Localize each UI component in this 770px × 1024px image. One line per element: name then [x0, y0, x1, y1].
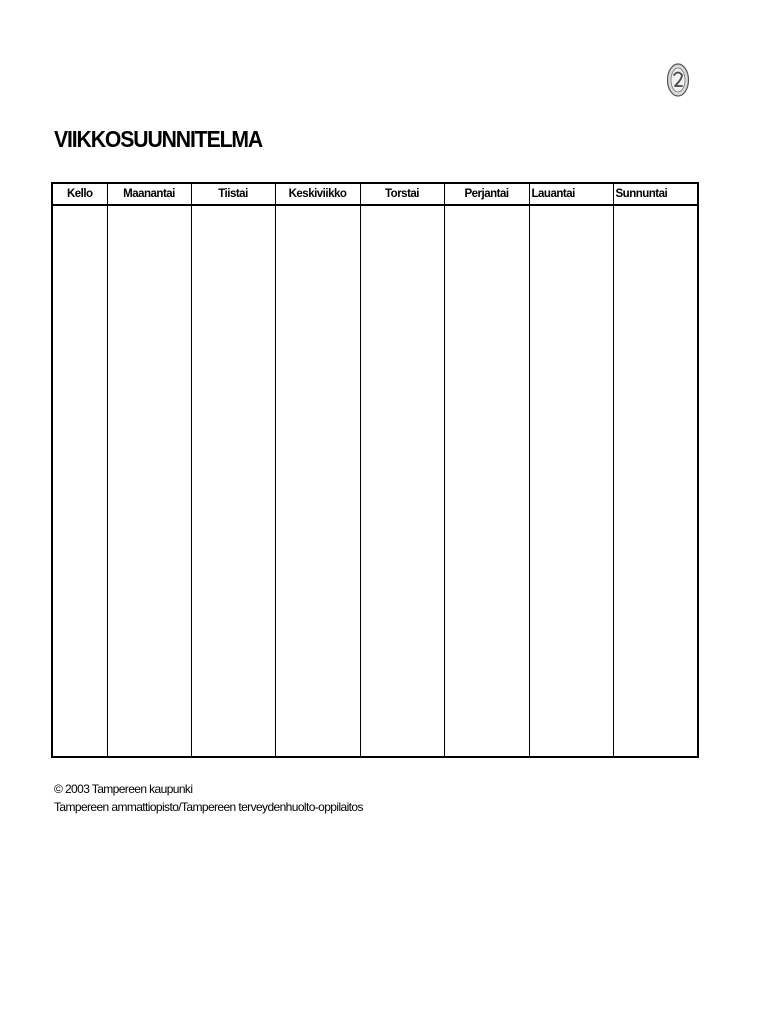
copyright-text: © 2003 Tampereen kaupunki — [54, 782, 193, 796]
table-row — [52, 205, 698, 757]
header-sunnuntai: Sunnuntai — [613, 183, 698, 205]
footer — [54, 780, 363, 816]
cell-kello — [52, 205, 107, 757]
header-maanantai: Maanantai — [107, 183, 191, 205]
cell-tiistai — [191, 205, 275, 757]
header-kello: Kello — [52, 183, 107, 205]
cell-sunnuntai — [613, 205, 698, 757]
cell-torstai — [360, 205, 444, 757]
header-lauantai: Lauantai — [529, 183, 613, 205]
table-header-row — [52, 183, 698, 205]
weekly-plan-table — [51, 182, 699, 758]
header-perjantai: Perjantai — [444, 183, 529, 205]
numbered-emblem-icon — [666, 62, 690, 98]
institution-text: Tampereen ammattiopisto/Tampereen terveydenhuolto-oppilaitos — [54, 800, 363, 814]
cell-lauantai — [529, 205, 613, 757]
cell-maanantai — [107, 205, 191, 757]
header-tiistai: Tiistai — [191, 183, 275, 205]
cell-keskiviikko — [275, 205, 360, 757]
header-keskiviikko: Keskiviikko — [275, 183, 360, 205]
header-torstai: Torstai — [360, 183, 444, 205]
page-title: VIIKKOSUUNNITELMA — [54, 126, 263, 152]
cell-perjantai — [444, 205, 529, 757]
